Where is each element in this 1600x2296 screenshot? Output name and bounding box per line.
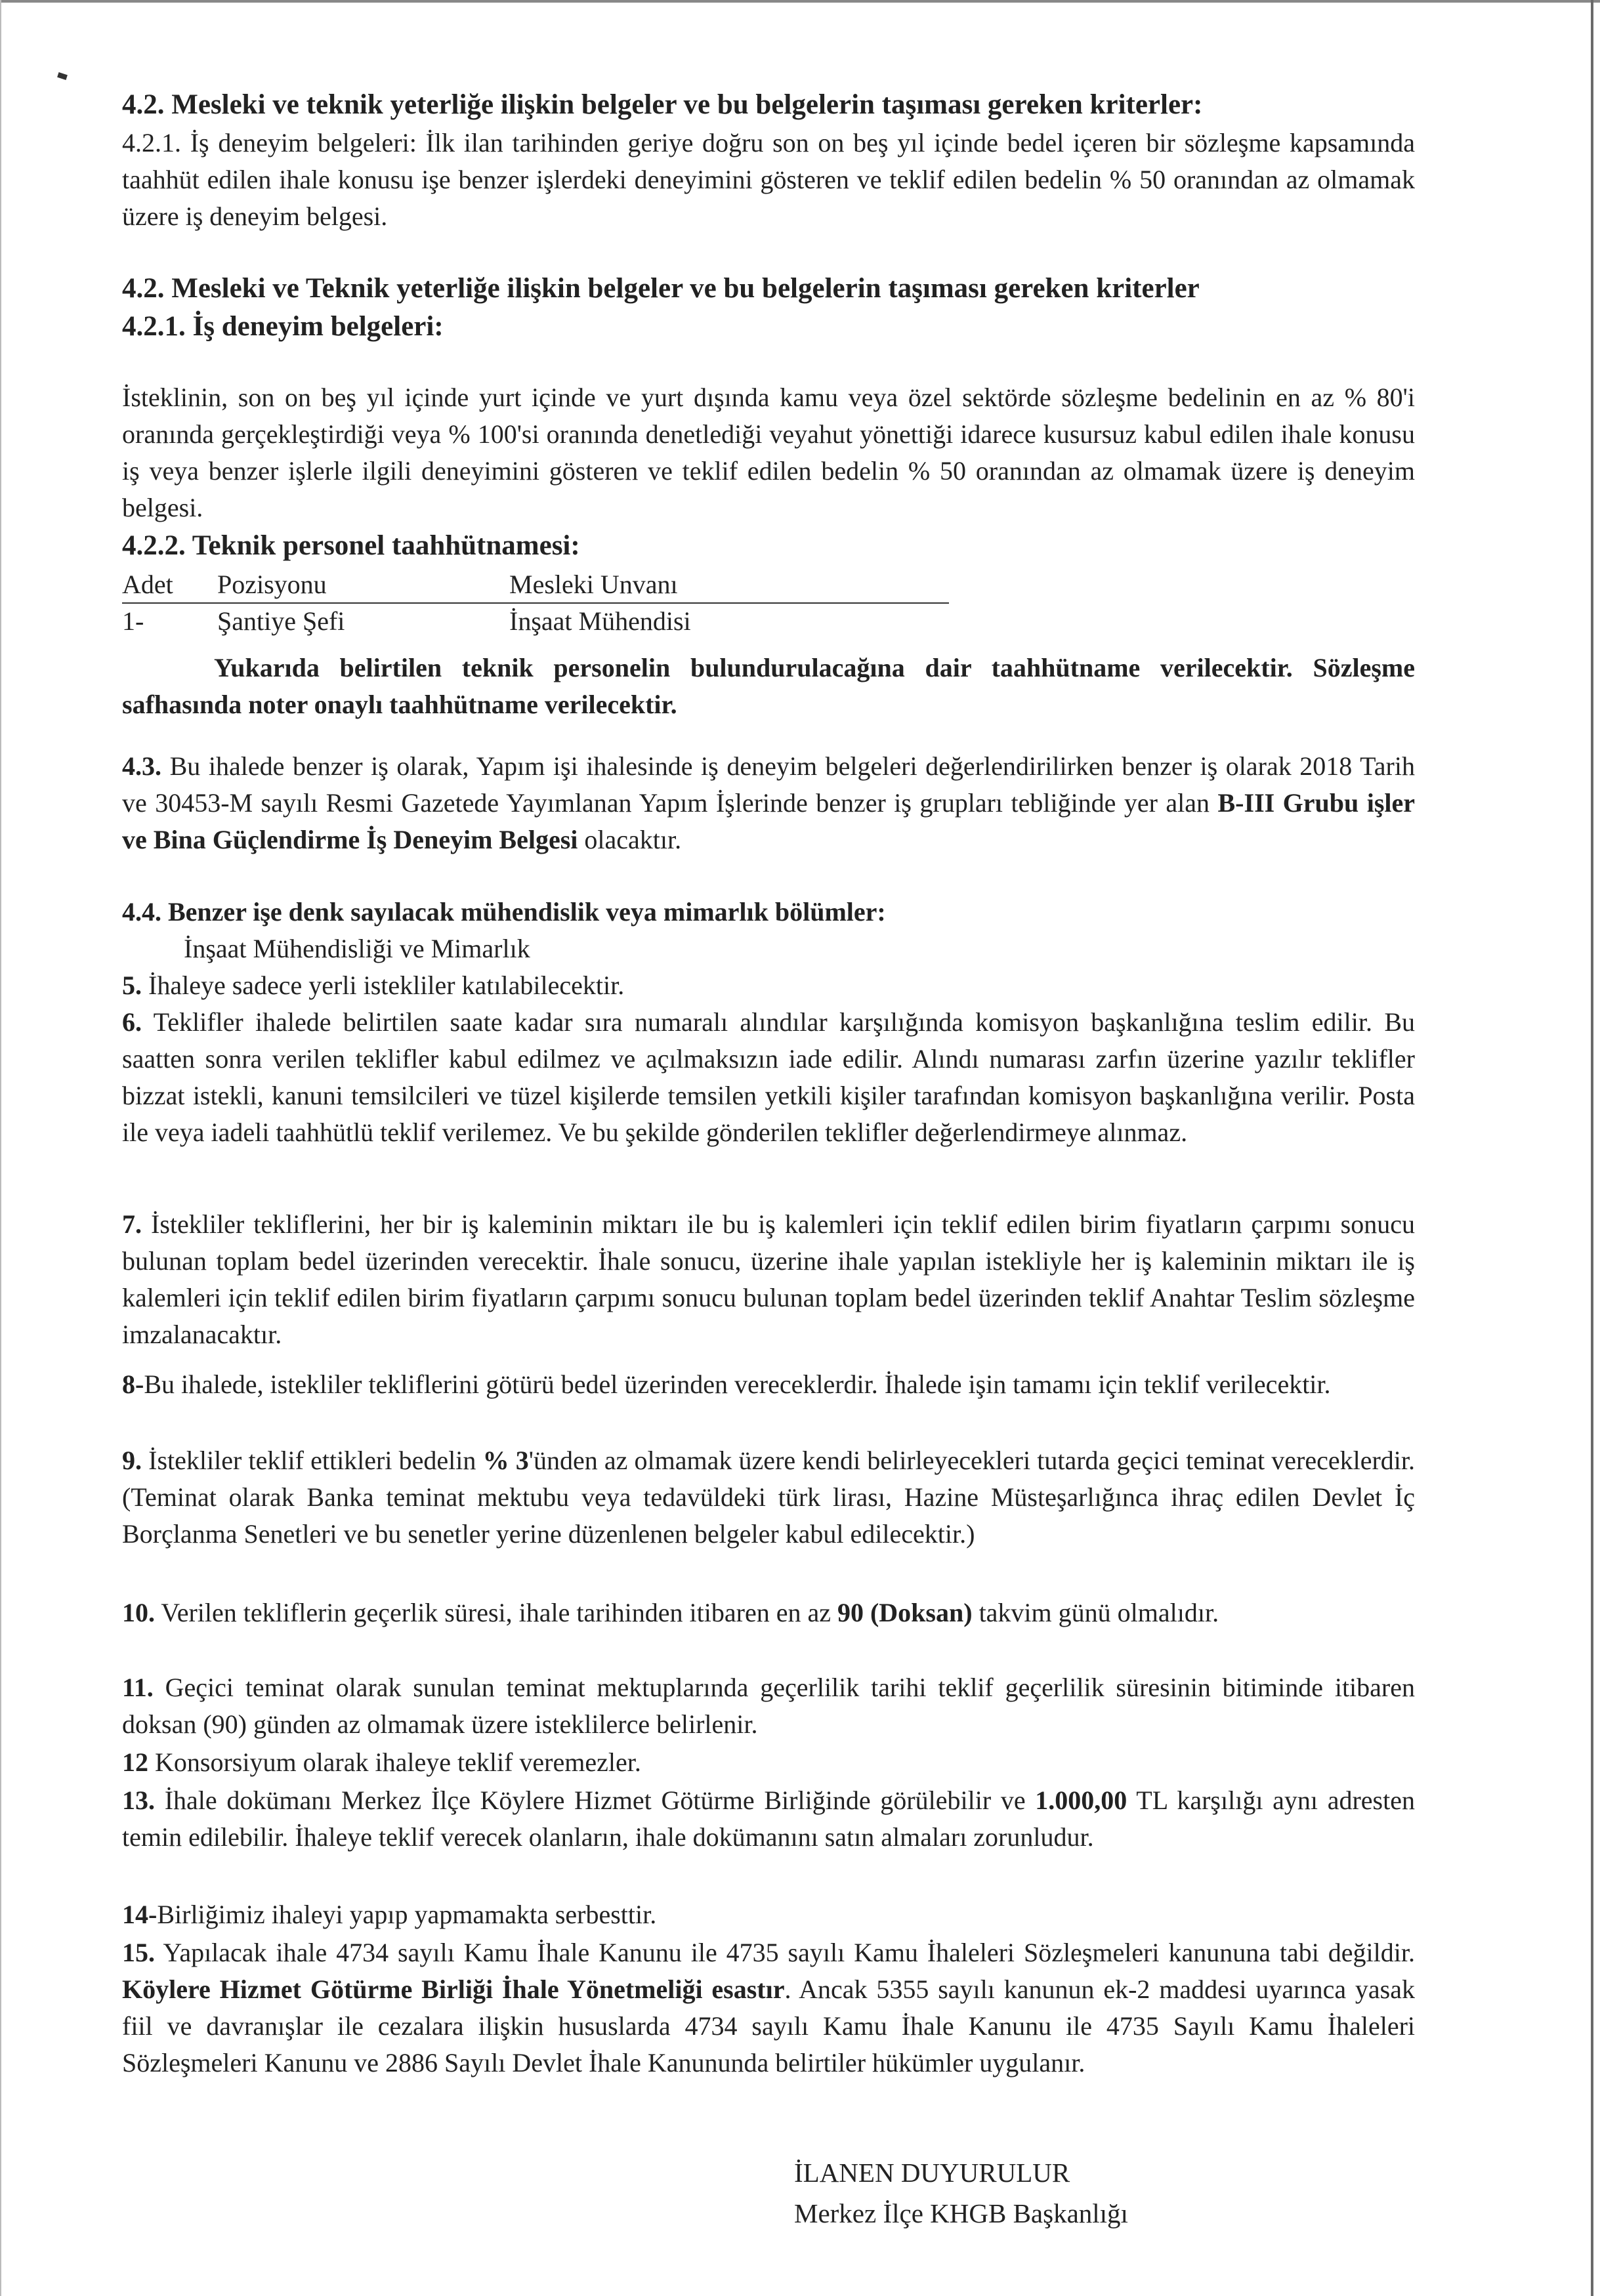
paragraph-9-number: 9.	[122, 1446, 142, 1475]
paragraph-11-text: Geçici teminat olarak sunulan teminat mektuplarında geçerlilik tarihi teklif geçerlilik süresinin bitiminde itibaren doksan (90) günden az olmamak üzere isteklilerce belirlenir.	[122, 1673, 1415, 1739]
paragraph-7-number: 7.	[122, 1209, 142, 1239]
paragraph-10	[122, 1595, 1415, 1631]
paragraph-12	[122, 1744, 1415, 1781]
paragraph-4-4-item: İnşaat Mühendisliği ve Mimarlık	[184, 934, 530, 963]
paragraph-13-text-a: İhale dokümanı Merkez İlçe Köylere Hizmet Götürme Birliğinde görülebilir ve	[155, 1785, 1036, 1815]
table-cell-pozisyon: Şantiye Şefi	[217, 606, 345, 636]
section-4-2-1-paragraph-b: İsteklinin, son on beş yıl içinde yurt içinde ve yurt dışında kamu veya özel sektörde sözleşme bedelinin en az % 80'i oranında gerçekleştirdiği veya % 100'si oranında denetlediği veyahut yönettiği idarece kusursuz kabul edilen ihale konusu iş veya benzer işlerle ilgili deneyimini gösteren ve teklif edilen bedelin % 50 oranından az olmamak üzere iş deneyim belgesi.	[122, 383, 1415, 522]
section-4-2-title-a: 4.2. Mesleki ve teknik yeterliğe ilişkin belgeler ve bu belgelerin taşıması gereken kriterler:	[122, 89, 1203, 120]
paragraph-12-number: 12	[122, 1747, 148, 1777]
paragraph-4-3-number: 4.3.	[122, 751, 161, 781]
paragraph-4-4-title: 4.4. Benzer işe denk sayılacak mühendislik veya mimarlık bölümler:	[122, 897, 886, 927]
paragraph-15-emphasis: Köylere Hizmet Götürme Birliği İhale Yönetmeliği esastır	[122, 1974, 785, 2004]
paragraph-9	[122, 1442, 1415, 1553]
paragraph-4-3-text: Bu ihalede benzer iş olarak, Yapım işi ihalesinde iş deneyim belgeleri değerlendirilirken benzer iş olarak 2018 Tarih ve 30453-M sayılı Resmi Gazetede Yayımlanan Yapım İşlerinde benzer iş grupları tebliğinde yer alan	[122, 751, 1415, 818]
paragraph-7	[122, 1206, 1415, 1353]
section-4-2-1-subtitle: 4.2.1. İş deneyim belgeleri:	[122, 311, 444, 342]
paragraph-10-text-a: Verilen tekliflerin geçerlik süresi, ihale tarihinden itibaren en az	[155, 1598, 837, 1627]
paragraph-10-emphasis: 90 (Doksan)	[837, 1598, 973, 1627]
paragraph-15	[122, 1934, 1415, 2081]
paragraph-4-3	[122, 748, 1415, 858]
section-4-2-title-b: 4.2. Mesleki ve Teknik yeterliğe ilişkin belgeler ve bu belgelerin taşıması gereken kriterler	[122, 273, 1200, 304]
personnel-table	[122, 567, 949, 639]
personnel-note: Yukarıda belirtilen teknik personelin bulundurulacağına dair taahhütname verilecektir. Sözleşme safhasında noter onaylı taahhütname verilecektir.	[122, 653, 1415, 719]
table-cell-adet: 1-	[122, 606, 144, 636]
paragraph-9-text-b: 'ünden az olmamak üzere kendi belirleyecekleri tutarda geçici teminat vereceklerdir.(Teminat olarak Banka teminat mektubu veya tedavüldeki türk lirası, Hazine Müsteşarlığınca ihraç edilen Devlet İç Borçlanma Senetleri ve bu senetler yerine düzenlenen belgeler kabul edilecektir.)	[122, 1446, 1416, 1549]
paragraph-8	[122, 1366, 1415, 1403]
paragraph-14	[122, 1896, 1415, 1933]
announcement-signature	[794, 2152, 1188, 2234]
scan-edge-left	[0, 0, 1, 2296]
paragraph-10-number: 10.	[122, 1598, 155, 1627]
paragraph-5	[122, 967, 1415, 1004]
paragraph-11-number: 11.	[122, 1673, 154, 1702]
paragraph-8-text: Bu ihalede, istekliler tekliflerini götürü bedel üzerinden vereceklerdir. İhalede işin tamamı için teklif verilecektir.	[144, 1369, 1331, 1399]
paragraph-11	[122, 1669, 1415, 1743]
section-4-2-2-title: 4.2.2. Teknik personel taahhütnamesi:	[122, 530, 580, 561]
paragraph-7-text: İstekliler tekliflerini, her bir iş kaleminin miktarı ile bu iş kalemleri için teklif edilen birim fiyatların çarpımı sonucu bulunan toplam bedel üzerinden verecektir. İhale sonucu, üzerine ihale yapılan istekliyle her iş kaleminin miktarı ile iş kalemleri için teklif edilen birim fiyatların çarpımı sonucu bulunan toplam bedel üzerinden teklif Anahtar Teslim sözleşme imzalanacaktır.	[122, 1209, 1415, 1349]
paragraph-10-text-b: takvim günü olmalıdır.	[972, 1598, 1219, 1627]
paragraph-6	[122, 1004, 1415, 1151]
scan-edge-top	[0, 0, 1600, 3]
paragraph-13-emphasis: 1.000,00	[1035, 1785, 1127, 1815]
table-header-pozisyonu: Pozisyonu	[217, 570, 327, 599]
signature-authority: Merkez İlçe KHGB Başkanlığı	[794, 2198, 1128, 2228]
paragraph-5-number: 5.	[122, 971, 142, 1000]
signature-announcement: İLANEN DUYURULUR	[794, 2158, 1070, 2188]
table-header-unvan: Mesleki Unvanı	[509, 570, 678, 599]
paragraph-13-text-b: TL karşılığı aynı adresten temin edilebilir. İhaleye teklif verecek olanların, ihale dokümanını satın almaları zorunludur.	[122, 1785, 1415, 1852]
table-row	[122, 604, 949, 639]
paragraph-4-3-emphasis: B-III Grubu işler ve Bina Güçlendirme İş Deneyim Belgesi	[122, 788, 1416, 854]
paragraph-8-number: 8-	[122, 1369, 144, 1399]
paragraph-4-3-end: olacaktır.	[578, 825, 682, 854]
section-4-2-1-paragraph-a: 4.2.1. İş deneyim belgeleri: İlk ilan tarihinden geriye doğru son on beş yıl içinde bedel içeren bir sözleşme kapsamında taahhüt edilen ihale konusu işe benzer işlerdeki deneyimini gösteren ve teklif edilen bedelin % 50 oranından az olmamak üzere iş deneyim belgesi.	[122, 128, 1415, 231]
table-cell-unvan: İnşaat Mühendisi	[509, 606, 691, 636]
paragraph-9-emphasis: % 3	[482, 1446, 529, 1475]
paragraph-15-text-a: Yapılacak ihale 4734 sayılı Kamu İhale Kanunu ile 4735 sayılı Kamu İhaleleri Sözleşmeleri kanununa tabi değildir.	[155, 1938, 1415, 1967]
paragraph-6-text: Teklifler ihalede belirtilen saate kadar sıra numaralı alındılar karşılığında komisyon başkanlığına teslim edilir. Bu saatten sonra verilen teklifler kabul edilmez ve açılmaksızın iade edilir. Alındı numarası zarfın üzerine yazılır teklifler bizzat istekli, kanuni temsilcileri ve tüzel kişilerde temsilen yetkili kişiler tarafından komisyon başkanlığına verilir. Posta ile veya iadeli taahhütlü teklif verilemez. Ve bu şekilde gönderilen teklifler değerlendirmeye alınmaz.	[122, 1007, 1415, 1147]
paragraph-14-text: Birliğimiz ihaleyi yapıp yapmamakta serbesttir.	[157, 1900, 657, 1929]
paragraph-12-text: Konsorsiyum olarak ihaleye teklif veremezler.	[148, 1747, 641, 1777]
paragraph-6-number: 6.	[122, 1007, 142, 1037]
paragraph-15-text-b: . Ancak 5355 sayılı kanunun ek-2 maddesi uyarınca yasak fiil ve davranışlar ile cezalara ilişkin hususlarda 4734 sayılı Kamu İhale Kanunu ile 4735 Sayılı Kamu İhaleleri Sözleşmeleri Kanunu ve 2886 Sayılı Devlet İhale Kanununda belirtiler hükümler uygulanır.	[122, 1974, 1415, 2077]
paragraph-15-number: 15.	[122, 1938, 155, 1967]
table-header-adet: Adet	[122, 570, 173, 599]
personnel-table-header	[122, 567, 949, 604]
paragraph-14-number: 14-	[122, 1900, 158, 1929]
scan-edge-right	[1591, 0, 1593, 2296]
paragraph-9-text-a: İstekliler teklif ettikleri bedelin	[142, 1446, 483, 1475]
paragraph-13-number: 13.	[122, 1785, 155, 1815]
paragraph-5-text: İhaleye sadece yerli istekliler katılabilecektir.	[142, 971, 625, 1000]
scan-mark	[57, 72, 68, 80]
paragraph-13	[122, 1782, 1415, 1856]
